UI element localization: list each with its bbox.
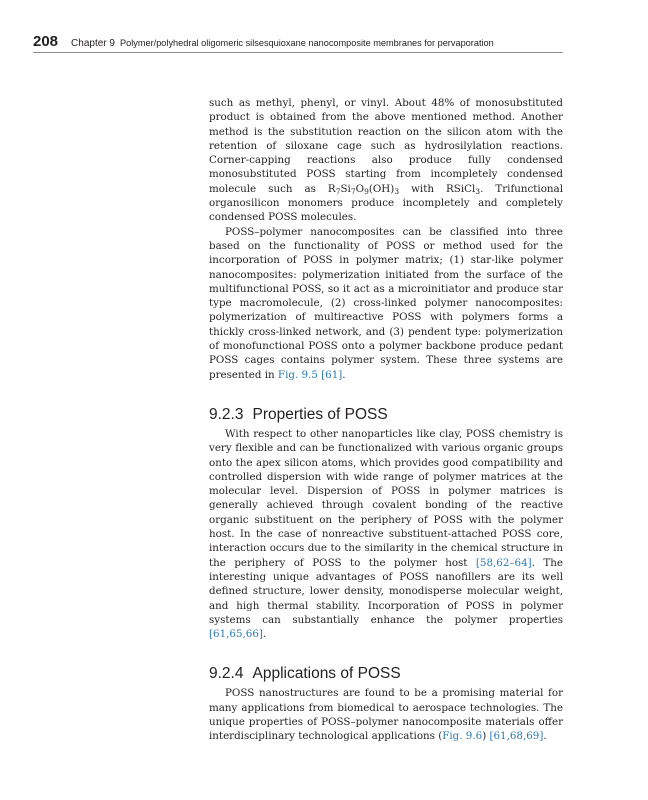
citation-link[interactable]: [61,65,66]	[209, 628, 263, 641]
subscript: 7	[350, 186, 356, 196]
text-run: . Trifunctional organosilicon monomers produce incompletely and completely condensed POSS molecules.	[209, 182, 563, 224]
section-heading-applications	[209, 665, 563, 683]
subscript: 9	[364, 186, 369, 196]
section-number: 9.2.3	[209, 405, 244, 423]
text-run: POSS nanostructures are found to be a promising material for many applications from biomedical to aerospace technologies. The unique properties of POSS–polymer nanocomposite materials offer interdisciplinary technological applications (	[209, 687, 563, 743]
chapter-label: Chapter 9	[71, 38, 115, 49]
text-run: )	[482, 730, 490, 743]
paragraph-applications	[209, 686, 563, 743]
text-run: (OH)	[368, 182, 395, 195]
text-run: such as methyl, phenyl, or vinyl. About 48% of monosubstituted product is obtained from the above mentioned method. Another method is the substitution reaction on the silicon atom with the retention of siloxane cage such as hydrosilylation reactions. Corner-capping reactions also produce fully condensed monosubstituted POSS starting from incompletely condensed molecule such as R	[209, 97, 563, 195]
text-run: . The interesting unique advantages of POSS nanofillers are its well defined structure, lower density, monodisperse molecular weight, and high thermal stability. Incorporation of POSS in polymer systems can substantially enhance the polymer properties	[209, 556, 563, 626]
paragraph-properties	[209, 427, 563, 641]
subscript: 3	[475, 186, 481, 196]
citation-link[interactable]: [61]	[321, 368, 343, 381]
paragraph-continued	[209, 96, 563, 225]
citation-link[interactable]: [61,68,69]	[489, 730, 544, 743]
text-run: .	[262, 628, 267, 641]
running-head	[33, 33, 563, 50]
text-run: .	[342, 368, 346, 381]
citation-link[interactable]: [58,62–64]	[475, 556, 532, 569]
subscript: 7	[335, 186, 341, 196]
text-run: POSS–polymer nanocomposites can be classified into three based on the functionality of POSS or method used for the incorporation of POSS in polymer matrix; (1) star-like polymer nanocomposites: polymerization initiated from the surface of the multifunctional POSS, so it act as a microinitiator and produce star type macromolecule, (2) cross-linked polymer nanocomposites: polymerization of multireactive POSS with polymers forms a thickly cross-linked network, and (3) pendent type: polymerization of monofunctional POSS onto a polymer backbone produce pedant POSS cages contains polymer system. These three systems are presented in	[209, 225, 563, 381]
page-number: 208	[33, 33, 59, 50]
figure-link[interactable]: Fig. 9.6	[442, 730, 483, 743]
text-run: O	[355, 182, 365, 195]
chapter-title: Polymer/polyhedral oligomeric silsesquioxane nanocomposite membranes for pervaporation	[119, 38, 494, 48]
section-title: Applications of POSS	[252, 665, 401, 683]
text-run: Si	[340, 182, 351, 195]
section-title: Properties of POSS	[252, 405, 388, 423]
section-heading-properties	[209, 406, 563, 424]
section-number: 9.2.4	[209, 665, 244, 683]
figure-link[interactable]: Fig. 9.5	[277, 368, 318, 381]
text-run: with RSiCl	[399, 182, 476, 195]
paragraph-classification	[209, 225, 563, 382]
subscript: 3	[394, 186, 400, 196]
text-run: With respect to other nanoparticles like clay, POSS chemistry is very flexible and can be functionalized with various organic groups onto the apex silicon atoms, which provides good compatibility and controlled dispersion with wide range of polymer matrices at the molecular level. Dispersion of POSS in polymer matrices is generally achieved through covalent bonding of the reactive organic substituent on the periphery of POSS with the polymer host. In the case of nonreactive substituent-attached POSS core, interaction occurs due to the similarity in the chemical structure in the periphery of POSS to the polymer host	[209, 427, 563, 569]
body-text	[209, 96, 563, 744]
text-run: .	[543, 730, 547, 743]
header-rule	[33, 52, 563, 53]
